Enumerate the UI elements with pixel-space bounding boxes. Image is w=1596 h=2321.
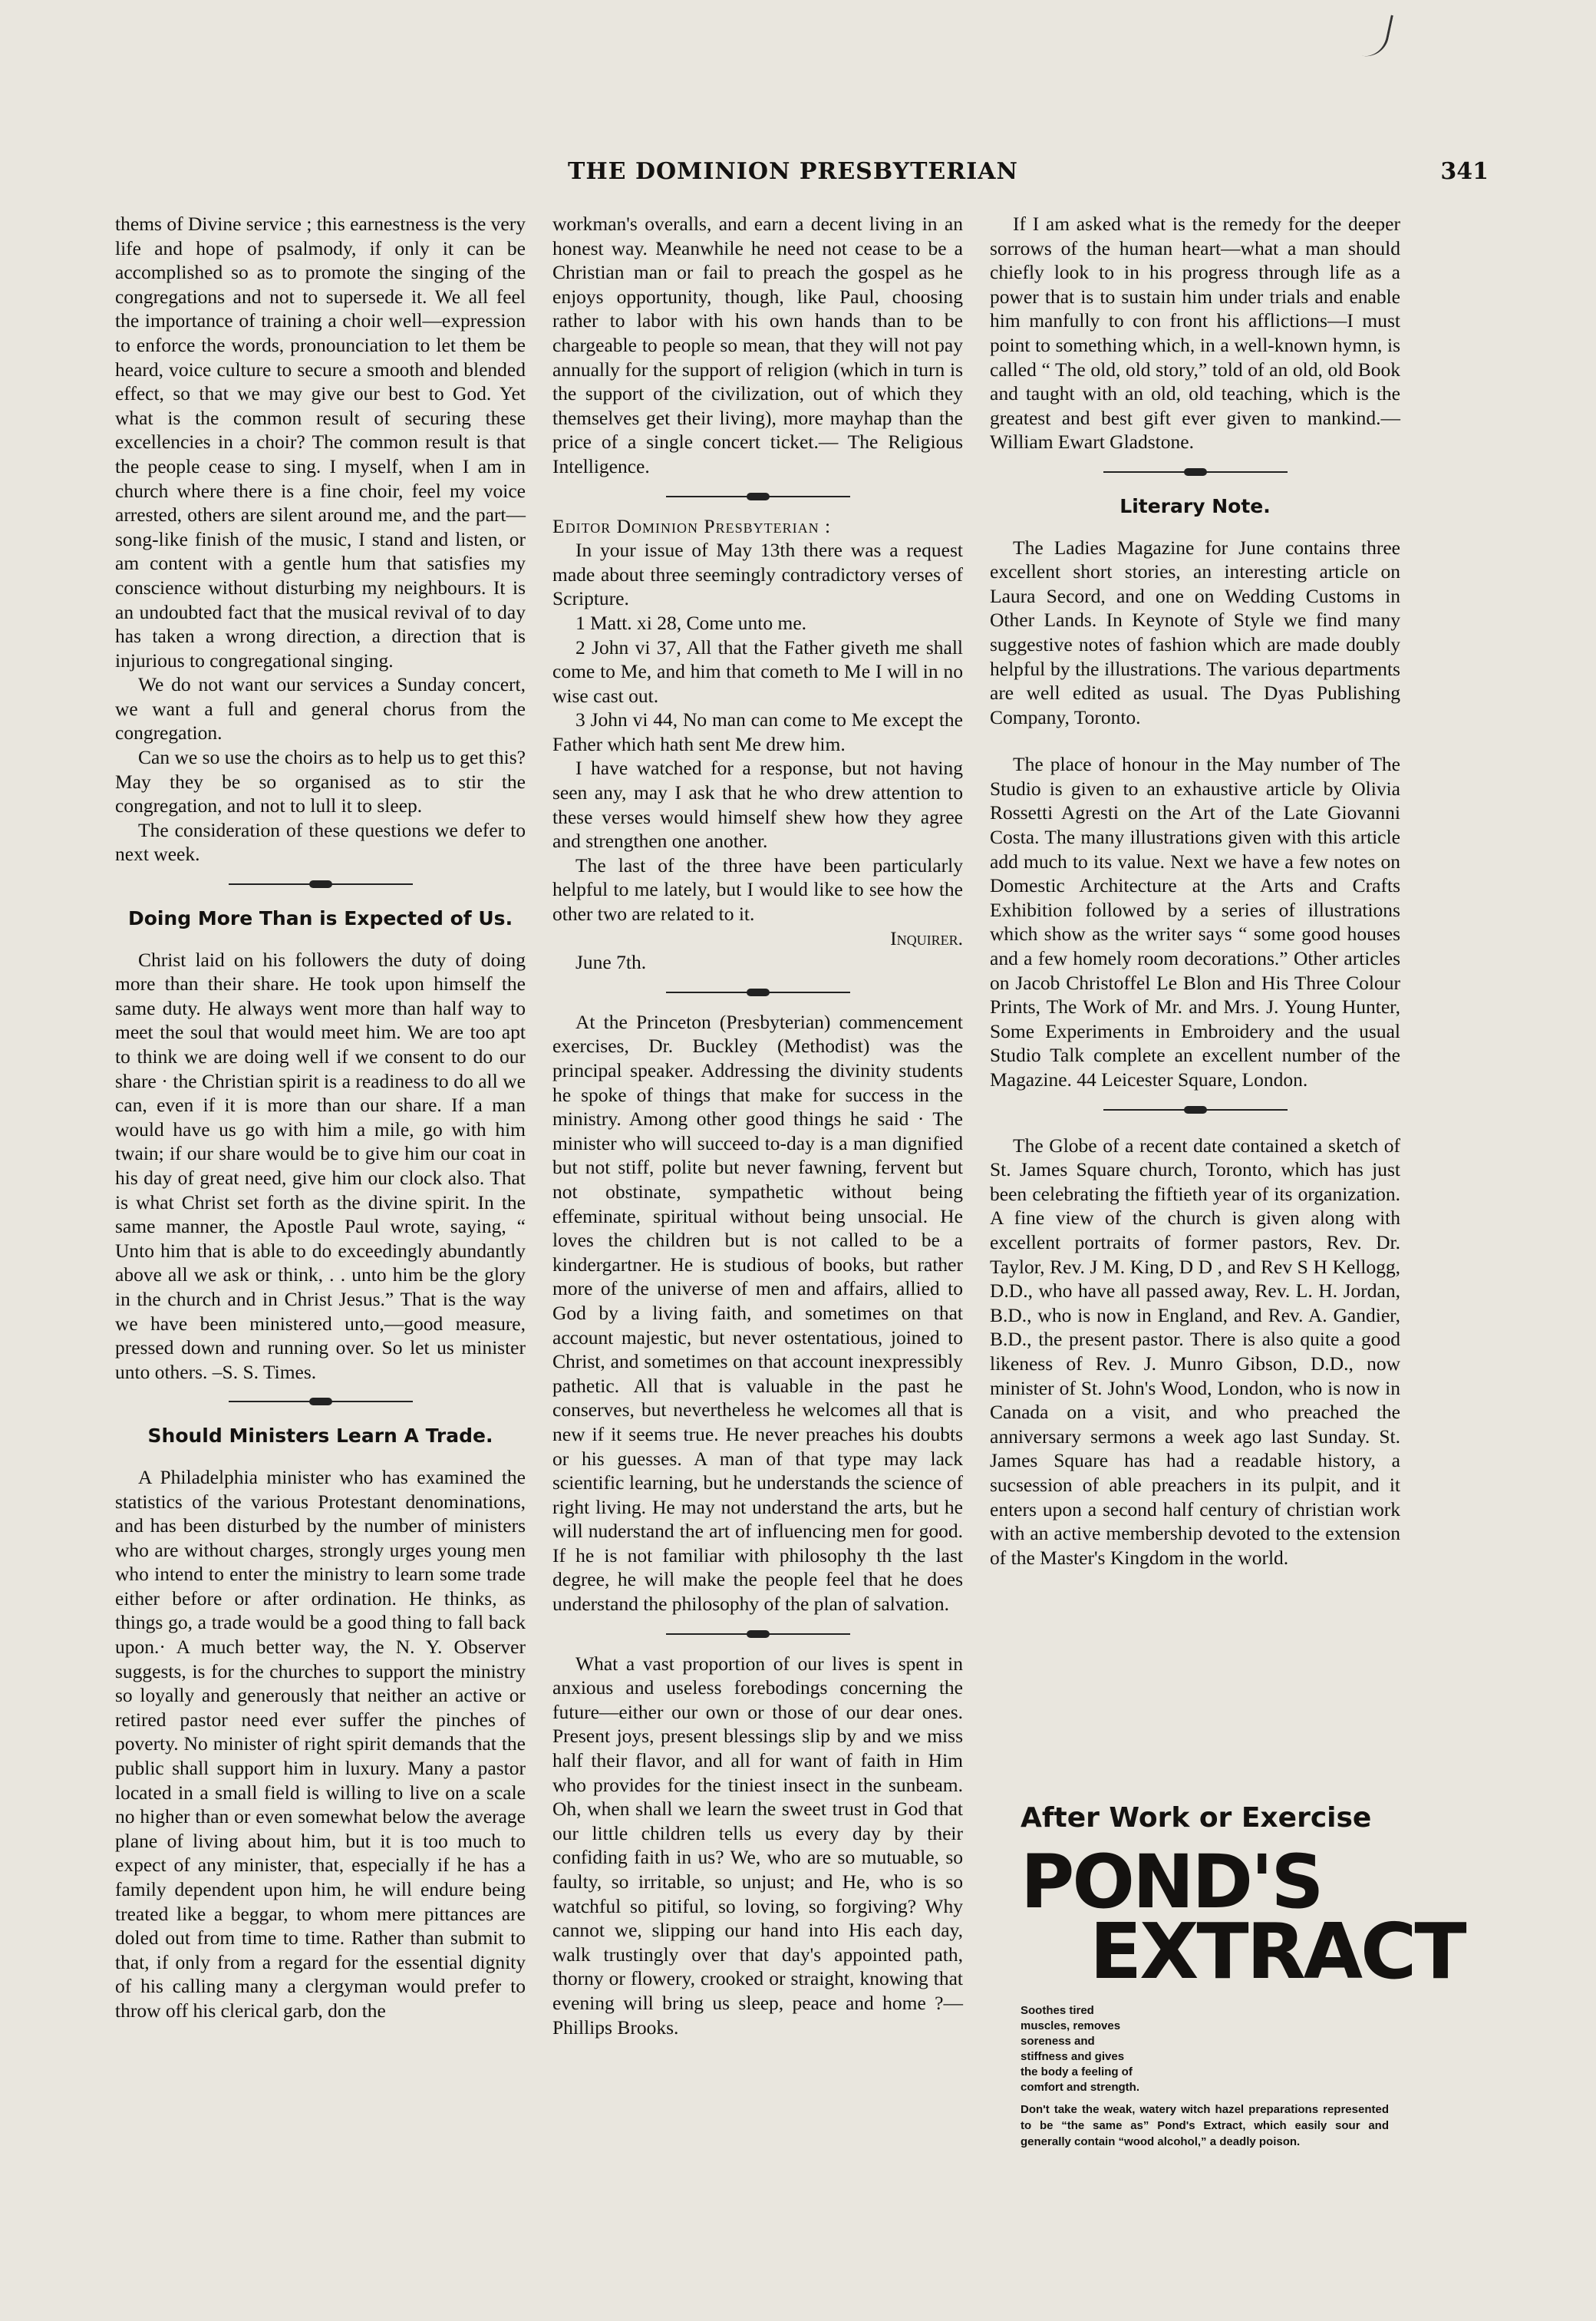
scripture-verse: 1 Matt. xi 28, Come unto me.: [575, 611, 807, 634]
paragraph: The last of the three have been particularly helpful to me lately, but I would like to see how the other two are related to it.: [552, 853, 963, 926]
ad-brand-line-2: EXTRACT: [1090, 1907, 1465, 1996]
paragraph: workman's overalls, and earn a decent living in an honest way. Meanwhile he need not cease to be a Christian man or fail to preach the gospel as he enjoys opportunity, though, like Paul, choosing rather to labor with his own hands than to be chargeable to people so mean, that they will not pay annually for the support of religion (which in turn is the support of the civilization, out of which they themselves get their living), more mayhap than the price of a single concert ticket.— The Religious Intelligence.: [552, 213, 963, 477]
divider-rule: [229, 879, 413, 890]
divider-rule: [666, 987, 850, 998]
ad-headline: After Work or Exercise: [1021, 1802, 1372, 1834]
divider-rule: [666, 1629, 850, 1639]
paragraph: The Globe of a recent date contained a sketch of St. James Square church, Toronto, which has just been celebrating the fiftieth year of its organization. A fine view of the church is given along with excellent portraits of former pastors, Rev. Dr. Taylor, Rev. J M. King, D D , and Rev S H Kellogg, D.D., who have all passed away, Rev. L. H. Jordan, B.D., who is now in England, and Rev. A. Gandier, B.D., the present pastor. There is also quite a good likeness of Rev. J. Munro Gibson, D.D., now minister of St. John's Wood, London, who is now in Canada on a visit, and who preached the anniversary sermons a week ago last Sunday. St. James Square has had a readable history, a sucsession of able preachers in its pulpit, and it enters upon a second half century of christian work with an active membership devoted to the extension of the Master's Kingdom in the world.: [990, 1134, 1400, 1569]
divider-rule: [1103, 1104, 1288, 1115]
paragraph: What a vast proportion of our lives is spent in anxious and useless forebodings concerning the future—either our own or those of our dear ones. Present joys, present blessings slip by and we miss half their flavor, and all for want of faith in Him who provides for the tiniest insect in the sunbeam. Oh, when shall we learn the sweet trust in God that our little children tells us every day by their confiding faith in us? We, who are so mutuable, so faulty, so irritable, so unjust; and He, who is so watchful so pitiful, so loving, so forgiving? Why cannot we, slipping our hand into His each day, walk trustingly over that day's appointed path, thorny or flowery, crooked or straight, knowing that evening will bring us sleep, peace and home ?—Phillips Brooks.: [552, 1652, 963, 2039]
article-heading: Should Ministers Learn A Trade.: [147, 1425, 493, 1448]
ponds-extract-advertisement: [998, 1802, 1465, 2171]
article-heading: Literary Note.: [1120, 494, 1271, 517]
paragraph: The consideration of these questions we defer to next week.: [115, 818, 526, 866]
ad-description: Soothes tired muscles, removes soreness and stiffness and gives the body a feeling of comfort and strength.: [1021, 2004, 1140, 2094]
scripture-verse: 3 John vi 44, No man can come to Me except the Father which hath sent Me drew him.: [552, 708, 963, 755]
paragraph: The place of honour in the May number of The Studio is given to an exhaustive article by Olivia Rossetti Agresti on the Art of the Late Giovanni Costa. The many illustrations given with this article add much to its value. Next we have a few notes on Domestic Architecture at the Arts and Crafts Exhibition followed by a series of illustrations which show as the writer says “ some good houses and a few homely room decorations.” Other articles on Jacob Christoffel Le Blon and His Three Colour Prints, The Work of Mr. and Mrs. J. Young Hunter, Some Experiments in Embroidery and the usual Studio Talk complete an excellent number of the Magazine. 44 Leicester Square, London.: [990, 753, 1400, 1091]
paragraph: We do not want our services a Sunday concert, we want a full and general chorus from the congregation.: [115, 673, 526, 745]
column-1: [115, 212, 526, 2023]
divider-rule: [229, 1396, 413, 1407]
page-number: 341: [1440, 158, 1489, 185]
paragraph: I have watched for a response, but not having seen any, may I ask that he who drew attention to these verses would himself shew how they agree and strengthen one another.: [552, 757, 963, 853]
page-header: [115, 158, 1489, 192]
letter-date: June 7th.: [575, 951, 647, 974]
paragraph: The Ladies Magazine for June contains three excellent short stories, an interesting article on Laura Secord, and one on Wedding Customs in Other Lands. In Keynote of Style we find many suggestive notes of fashion which are made doubly helpful by the illustrations. The various departments are well edited as usual. The Dyas Publishing Company, Toronto.: [990, 536, 1400, 728]
paragraph: Christ laid on his followers the duty of doing more than their share. He took upon himself the same duty. He always went more than half way to meet the soul that would meet him. We are too apt to think we are doing well if we consent to do our share · the Christian spirit is a readiness to do all we can, even if it is more than our share. If a man would have us go with him a mile, go with him twain; if our share would be to give him our coat in his day of great need, give him our clock also. That is what Christ set forth as the divine spirit. In the same manner, the Apostle Paul wrote, saying, “ Unto him that is able to do exceedingly abundantly above all we ask or think, . . unto him be the glory in the church and in Christ Jesus.” That is the way we have been ministered unto,—good measure, pressed down and running over. So let us minister unto others. –S. S. Times.: [115, 948, 526, 1383]
paragraph: A Philadelphia minister who has examined the statistics of the various Protestant denominations, and has been disturbed by the number of ministers who are without charges, strongly urges young men who intend to enter the ministry to learn some trade either before or after ordination. He thinks, as things go, a trade would be a good thing to fall back upon.· A much better way, the N. Y. Observer suggests, is for the churches to support the ministry so loyally and generously that neither an active or retired pastor need ever suffer the pinches of poverty. No minister of right spirit demands that the public shall support him in luxury. Many a pastor located in a small field is willing to live on a scale no higher than or even somewhat below the average plane of living about him, but it is too much to expect of any minister, that, especially if he has a family dependent upon him, he will endure being treated like a beggar, to whom mere pittances are doled out from time to time. Rather than submit to that, if only from a regard for the essential dignity of his calling many a clergyman would prefer to throw off his clerical garb, don the: [115, 1465, 526, 2022]
running-head: THE DOMINION PRESBYTERIAN: [568, 158, 1018, 185]
scripture-verse: 2 John vi 37, All that the Father giveth me shall come to Me, and him that cometh to Me I will in no wise cast out.: [552, 636, 963, 707]
ad-warning: Don't take the weak, watery witch hazel preparations represented to be “the same as” Pond's Extract, which easily sour and generally contain “wood alcohol,” a deadly poison.: [1021, 2103, 1389, 2148]
paragraph: Can we so use the choirs as to help us to get this? May they be so organised as to stir the congregation, and not to lull it to sleep.: [115, 746, 526, 817]
paragraph: If I am asked what is the remedy for the deeper sorrows of the human heart—what a man should chiefly look to in his progress through life as a power that is to sustain him under trials and enable him manfully to con front his afflictions—I must point to something which, in a well-known hymn, is called “ The old, old story,” told of an old, old Book and taught with an old, old teaching, which is the greatest and best gift ever given to mankind.—William Ewart Gladstone.: [990, 213, 1400, 454]
paragraph: In your issue of May 13th there was a request made about three seemingly contradictory verses of Scripture.: [552, 539, 963, 610]
column-3: [990, 212, 1400, 1570]
letter-salutation: Editor Dominion Presbyterian :: [552, 514, 832, 537]
divider-rule: [1103, 467, 1288, 477]
ink-mark: [1359, 10, 1393, 61]
divider-rule: [666, 491, 850, 502]
column-2: [552, 212, 963, 2039]
paragraph: At the Princeton (Presbyterian) commencement exercises, Dr. Buckley (Methodist) was the principal speaker. Addressing the divinity students he spoke of things that make for success in the ministry. Among other good things he said · The minister who will succeed to-day is a man dignified but not stiff, polite but never fawning, fervent but not obstinate, sympathetic without being effeminate, spiritual without being unsocial. He loves the children but is not called to be a kindergartner. He is studious of books, but rather more of the universe of men and affairs, allied to God by a living faith, and sometimes on that account majestic, but never ostentatious, joined to Christ, and sometimes on that account inexpressibly pathetic. All that is valuable in the past he conserves, but nevertheless he welcomes all that is new if it seems true. He never preaches his doubts or his guesses. A man of that type may lack scientific learning, but he understands the science of right living. He may not understand the arts, but he will nuderstand the art of influencing men for good. If he is not familiar with philosophy th the last degree, he will make the people feel that he does understand the philosophy of the plan of salvation.: [552, 1010, 963, 1616]
ad-brand-line-1: POND'S: [1021, 1839, 1322, 1925]
paragraph: thems of Divine service ; this earnestness is the very life and hope of psalmody, if only it can be accomplished so as to promote the singing of the congregations and not to supersede it. We all feel the importance of training a choir well—expression to enforce the words, pronounciation to let them be heard, voice culture to secure a smooth and blended effect, so that we may give our best to God. Yet what is the common result of securing these excellencies in a choir? The common result is that the people cease to sing. I myself, when I am in church where there is a fine choir, feel my voice arrested, others are silent around me, and the part—song-like finish of the music, I stand and listen, or am content with a gentle hum that satisfies my conscience without disturbing my neighbours. It is an undoubted fact that the musical revival of to day has taken a wrong direction, a direction that is injurious to congregational singing.: [115, 213, 526, 672]
article-heading: Doing More Than is Expected of Us.: [127, 907, 513, 930]
letter-signature: Inquirer.: [890, 926, 963, 949]
